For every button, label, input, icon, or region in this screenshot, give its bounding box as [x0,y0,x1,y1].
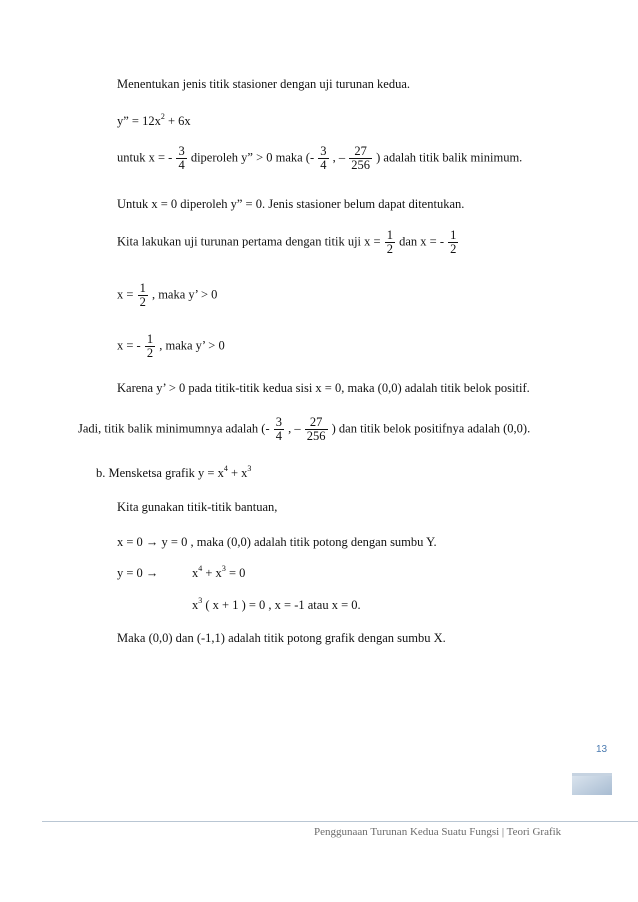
superscript: 3 [247,464,252,473]
text: x = - [117,338,141,353]
text: x [192,598,199,612]
denominator: 2 [386,242,393,256]
superscript: 4 [223,464,228,473]
fraction [448,229,458,256]
numerator: 1 [450,228,457,242]
text: b. Mensketsa grafik y = x [96,466,224,480]
text: x = [117,287,134,302]
text: + 6x [164,114,191,128]
text-line [117,333,225,360]
text: , – [332,150,346,165]
numerator: 1 [146,332,154,346]
equation-line [117,114,191,128]
denominator: 4 [178,158,185,172]
text: x [192,566,199,580]
fraction [385,229,395,256]
text: y = 0 → [117,566,159,580]
equation-line [117,566,158,580]
text-line [117,282,217,309]
text: , maka y’ > 0 [151,287,218,302]
fraction [138,282,148,309]
fraction [274,416,284,443]
superscript: 3 [221,564,226,573]
text: Menentukan jenis titik stasioner dengan uji turunan kedua. [117,77,410,91]
denominator: 2 [450,242,457,256]
text: , – [288,421,301,436]
denominator: 4 [275,429,283,443]
text: = 0 [225,566,246,580]
footer-divider [42,821,638,822]
numerator: 3 [275,415,283,429]
fraction [145,333,155,360]
text: + x [202,566,222,580]
text: ) adalah titik balik minimum. [376,150,523,165]
superscript: 3 [198,596,203,605]
text: ) dan titik belok positifnya adalah (0,0). [331,421,531,436]
text: dan x = - [399,234,444,249]
numerator: 3 [320,144,327,158]
denominator: 256 [306,429,326,443]
text-line [117,500,277,514]
section-heading [96,466,251,480]
superscript: 2 [160,112,165,121]
equation-line [192,598,361,612]
text: Kita lakukan uji turunan pertama dengan titik uji x = [117,234,381,249]
denominator: 2 [139,295,146,309]
text: , maka y’ > 0 [159,338,225,353]
fraction [318,145,328,172]
numerator: 1 [386,228,393,242]
text: + x [227,466,248,480]
superscript: 4 [198,564,203,573]
denominator: 2 [146,346,154,360]
text: y” = 12x [117,114,161,128]
text-line [117,631,446,645]
numerator: 27 [354,144,367,158]
text-line [117,535,437,549]
fraction [349,145,372,172]
text-line [78,416,530,443]
denominator: 4 [320,158,327,172]
footer-text: Penggunaan Turunan Kedua Suatu Fungsi | Teori Grafik [314,826,562,838]
text-line [117,229,459,256]
text: Maka (0,0) dan (-1,1) adalah titik potong grafik dengan sumbu X. [117,631,446,645]
text: x = 0 → y = 0 , maka (0,0) adalah titik potong dengan sumbu Y. [117,535,437,549]
text-line [117,77,410,91]
denominator: 256 [351,158,371,172]
numerator: 27 [309,415,323,429]
decorative-corner-graphic [570,770,614,796]
text: ( x + 1 ) = 0 , x = -1 atau x = 0. [202,598,361,612]
text: Untuk x = 0 diperoleh y” = 0. Jenis stasioner belum dapat ditentukan. [117,197,465,211]
text: diperoleh y” > 0 maka (- [190,150,315,165]
text: Kita gunakan titik-titik bantuan, [117,500,278,514]
text-line [117,145,522,172]
page-number: 13 [596,744,608,755]
text: untuk x = - [117,150,173,165]
equation-line [192,566,245,580]
fraction [176,145,186,172]
numerator: 1 [139,281,146,295]
fraction [305,416,328,443]
text-line [117,197,464,211]
text: Karena y’ > 0 pada titik-titik kedua sisi x = 0, maka (0,0) adalah titik belok positif. [117,381,530,395]
text-line [117,381,530,395]
text: Jadi, titik balik minimumnya adalah (- [78,421,270,436]
numerator: 3 [178,144,185,158]
